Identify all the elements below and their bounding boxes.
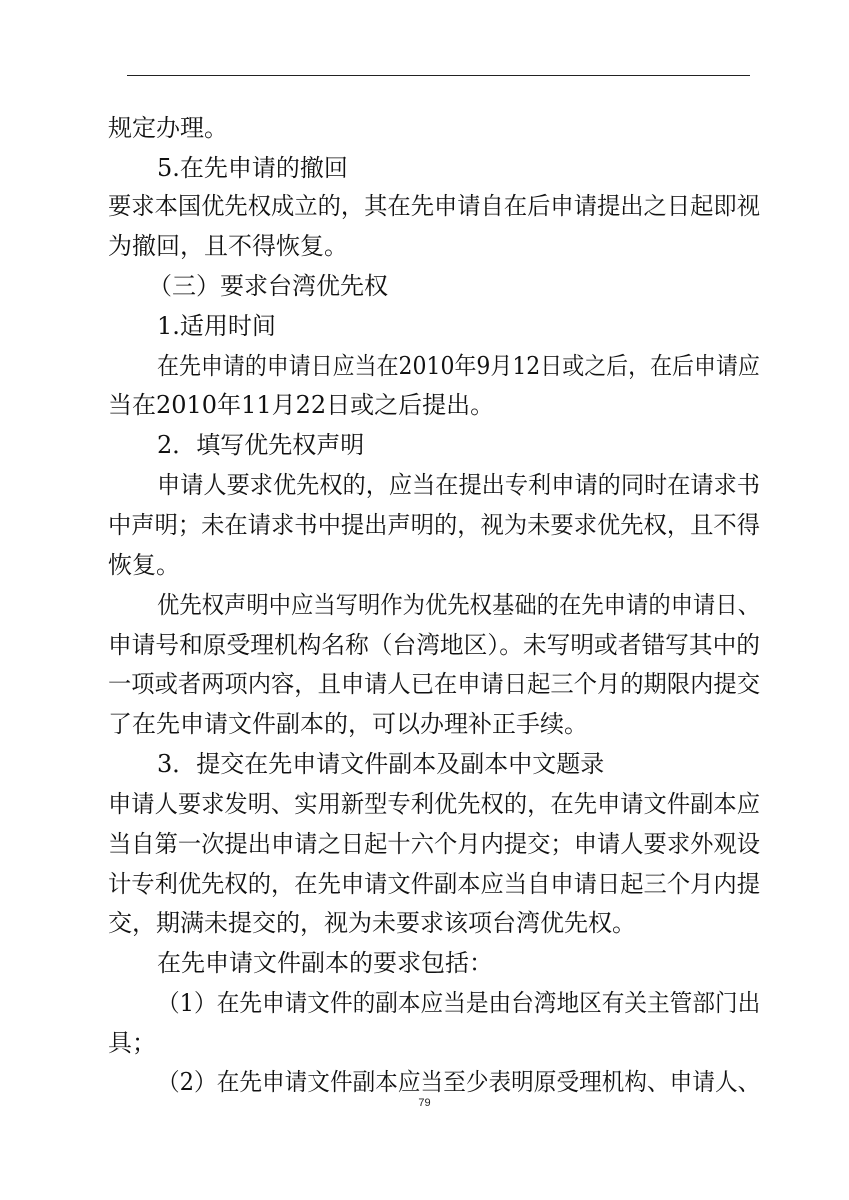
text-line: （1）在先申请文件的副本应当是由台湾地区有关主管部门出 (157, 989, 761, 1017)
text-line: 计专利优先权的，在先申请文件副本应当自申请日起三个月内提 (108, 870, 760, 898)
text-line: 恢复。 (108, 551, 180, 579)
text-line: 申请人要求发明、实用新型专利优先权的，在先申请文件副本应 (108, 790, 760, 818)
section-heading: 3．提交在先申请文件副本及副本中文题录 (157, 750, 605, 778)
section-heading: 5.在先申请的撤回 (157, 154, 348, 182)
text-line: 交，期满未提交的，视为未要求该项台湾优先权。 (108, 909, 636, 937)
text-line: 为撤回，且不得恢复。 (108, 232, 348, 260)
text-line: 要求本国优先权成立的，其在先申请自在后申请提出之日起即视 (108, 192, 760, 220)
text-line: 优先权声明中应当写明作为优先权基础的在先申请的申请日、 (157, 591, 761, 619)
text-line: 具； (108, 1029, 156, 1057)
text-line: 申请号和原受理机构名称（台湾地区）。未写明或者错写其中的 (108, 631, 761, 659)
section-heading: 1.适用时间 (157, 312, 276, 340)
text-line: 在先申请的申请日应当在2010年9月12日或之后，在后申请应 (157, 352, 760, 380)
page-number: 79 (418, 1097, 431, 1109)
section-heading: （三）要求台湾优先权 (148, 272, 388, 300)
text-line: 在先申请文件副本的要求包括： (157, 949, 493, 977)
text-line: 一项或者两项内容，且申请人已在申请日起三个月的期限内提交 (108, 670, 760, 698)
text-line: 规定办理。 (108, 114, 228, 142)
text-line: 当自第一次提出申请之日起十六个月内提交；申请人要求外观设 (108, 830, 760, 858)
text-line: 了在先申请文件副本的，可以办理补正手续。 (108, 710, 588, 738)
text-line: （2）在先申请文件副本应当至少表明原受理机构、申请人、 (157, 1068, 761, 1096)
section-heading: 2．填写优先权声明 (157, 431, 365, 459)
text-line: 当在2010年11月22日或之后提出。 (108, 391, 495, 419)
text-line: 中声明；未在请求书中提出声明的，视为未要求优先权，且不得 (108, 511, 760, 539)
text-line: 申请人要求优先权的，应当在提出专利申请的同时在请求书 (157, 471, 760, 499)
header-rule (127, 75, 750, 76)
